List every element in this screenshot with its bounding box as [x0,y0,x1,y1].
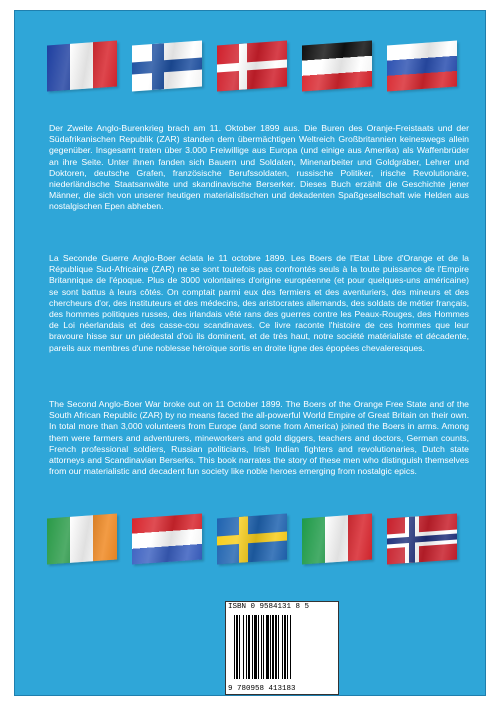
bottom-flag-row [15,516,485,576]
german-empire-flag [302,41,372,92]
book-back-cover [14,10,486,696]
sweden-flag [217,514,287,565]
netherlands-flag [132,514,202,565]
france-flag [47,41,117,92]
top-flag-row [15,43,485,103]
norway-flag [387,514,457,565]
ireland-flag [47,514,117,565]
isbn-number: ISBN 0 9584131 8 5 [228,603,310,611]
german-paragraph: Der Zweite Anglo-Burenkrieg brach am 11. Oktober 1899 aus. Die Buren des Oranje-Freistaats und der Südafrikanischen Republik (ZAR) standen dem übermächtigen Weltreich Großbritannien keineswegs allein gegenüber. Insgesamt traten über 3.000 Freiwillige aus Europa (und einige aus Amerika) als Waffenbrüder an ihre Seite. Unter ihnen fanden sich Bauern und Soldaten, Minenarbeiter und Goldgräber, Lehrer und Doktoren, deutsche Grafen, französische Berufssoldaten, russische Politiker, irische Revolutionäre, niederländische Staatsanwälte und skandinavische Berserker. Dieses Buch erzählt die Geschichte jener Männer, die sich von unserer heutigen materialistischen und dekadenten Spaßgesellschaft wie Helden aus nostalgischen Epen abheben. [49,123,469,212]
ean-number: 9 780958 413183 [228,685,296,693]
russia-flag [387,41,457,92]
english-paragraph: The Second Anglo-Boer War broke out on 11 October 1899. The Boers of the Orange Free State and of the South African Republic (ZAR) by no means faced the all-powerful World Empire of Great Britain on their own. In total more than 3,000 volunteers from Europe (and some from America) joined the Boers in arms. Among them were farmers and adventurers, mineworkers and gold diggers, teachers and doctors, German counts, French professional soldiers, Russian politicians, Irish Indian fighters and revolutionaries, Dutch state attorneys and Scandinavian Berserks. This book narrates the story of these men who distinguish themselves from our materialistic and decadent fun society like noble heroes emerging from nostalgic epics. [49,399,469,477]
finland-flag [132,41,202,92]
isbn-barcode [225,601,339,695]
french-paragraph: La Seconde Guerre Anglo-Boer éclata le 11 octobre 1899. Les Boers de l'Etat Libre d'Orange et de la République Sud-Africaine (ZAR) ne se sont toutefois pas confrontés seuls à la toute puissance de l'Empire Britannique de l'époque. Plus de 3000 volontaires d'origine européenne (et pour quelques-uns américaine) se sont battus à leurs côtés. On comptait parmi eux des fermiers et des aventuriers, des mineurs et des chercheurs d'or, des instituteurs et des médecins, des aristocrates allemands, des soldats de métier français, des hommes politiques russes, des irlandais vêté rans des guerres contre les Peaux-Rouges, des Hommes de Loi néerlandais et des casse-cou scandinaves. Ce livre raconte l'histoire de ces hommes que leur bravoure hisse sur un piédestal d'où ils dominent, et de très haut, notre société matérialiste et décadente, pareils aux membres d'une noblesse héroïque sortis en droite ligne des épopées chevaleresques. [49,253,469,353]
italy-flag [302,514,372,565]
barcode-bars [234,615,330,679]
denmark-flag [217,41,287,92]
